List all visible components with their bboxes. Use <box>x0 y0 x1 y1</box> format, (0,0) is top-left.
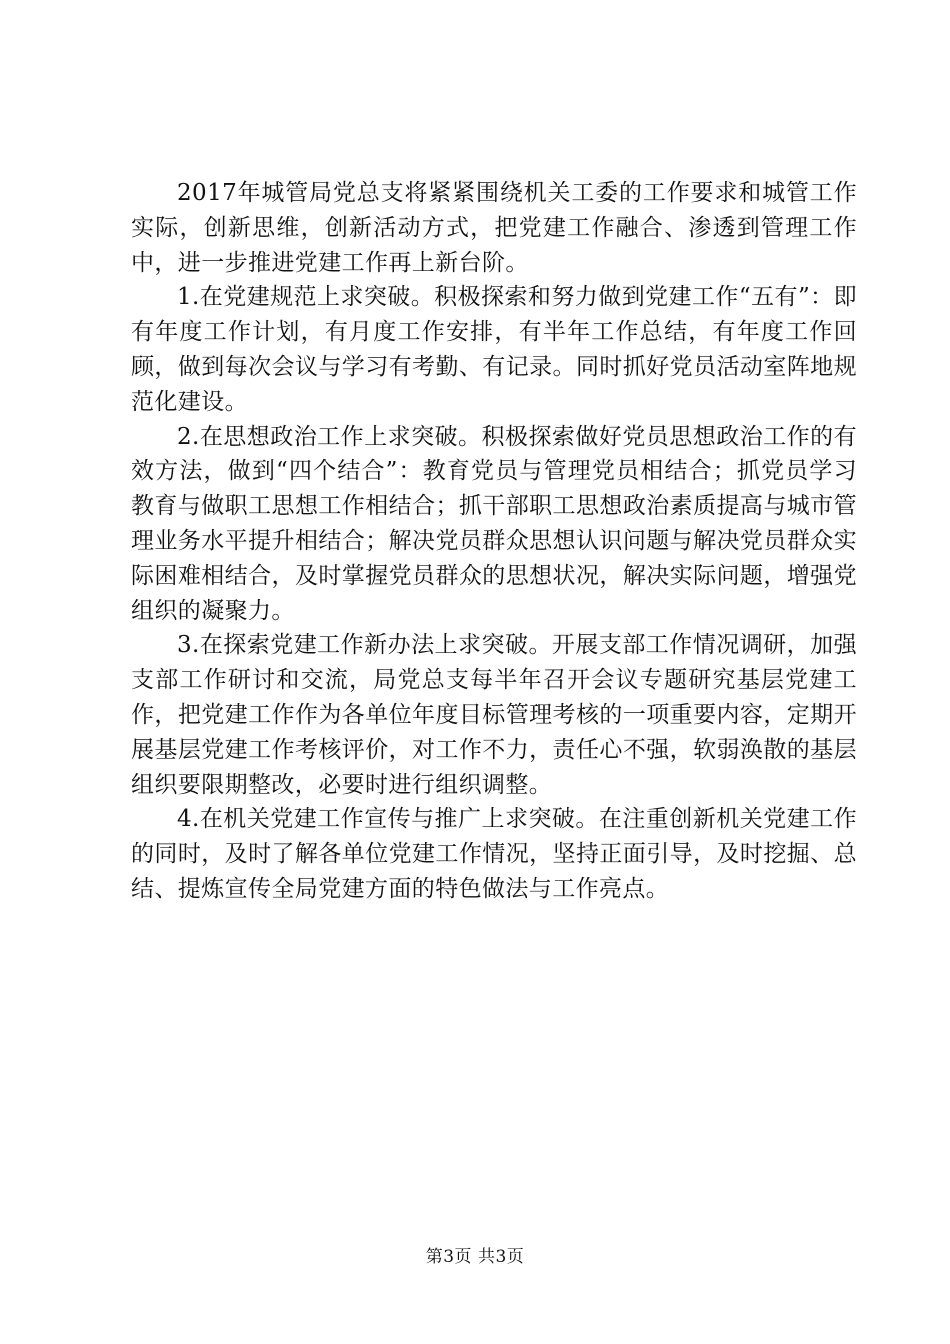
paragraph-item-3: 3.在探索党建工作新办法上求突破。开展支部工作情况调研，加强支部工作研讨和交流，局党总支每半年召开会议专题研究基层党建工作，把党建工作作为各单位年度目标管理考核的一项重要内容，定期开展基层党建工作考核评价，对工作不力，责任心不强，软弱涣散的基层组织要限期整改，必要时进行组织调整。 <box>131 632 857 798</box>
paragraph-item-1: 1.在党建规范上求突破。积极探索和努力做到党建工作“五有”：即有年度工作计划，有月度工作安排，有半年工作总结，有年度工作回顾，做到每次会议与学习有考勤、有记录。同时抓好党员活动室阵地规范化建设。 <box>131 284 857 415</box>
page-number-footer: 第3页 共3页 <box>425 1247 525 1267</box>
intro-paragraph: 2017年城管局党总支将紧紧围绕机关工委的工作要求和城管工作实际，创新思维，创新活动方式，把党建工作融合、渗透到管理工作中，进一步推进党建工作再上新台阶。 <box>131 180 857 276</box>
paragraph-item-4: 4.在机关党建工作宣传与推广上求突破。在注重创新机关党建工作的同时，及时了解各单位党建工作情况，坚持正面引导，及时挖掘、总结、提炼宣传全局党建方面的特色做法与工作亮点。 <box>131 806 857 902</box>
document-body <box>131 176 857 907</box>
paragraph-item-2: 2.在思想政治工作上求突破。积极探索做好党员思想政治工作的有效方法，做到“四个结合”：教育党员与管理党员相结合；抓党员学习教育与做职工思想工作相结合；抓干部职工思想政治素质提高与城市管理业务水平提升相结合；解决党员群众思想认识问题与解决党员群众实际困难相结合，及时掌握党员群众的思想状况，解决实际问题，增强党组织的凝聚力。 <box>131 423 857 624</box>
